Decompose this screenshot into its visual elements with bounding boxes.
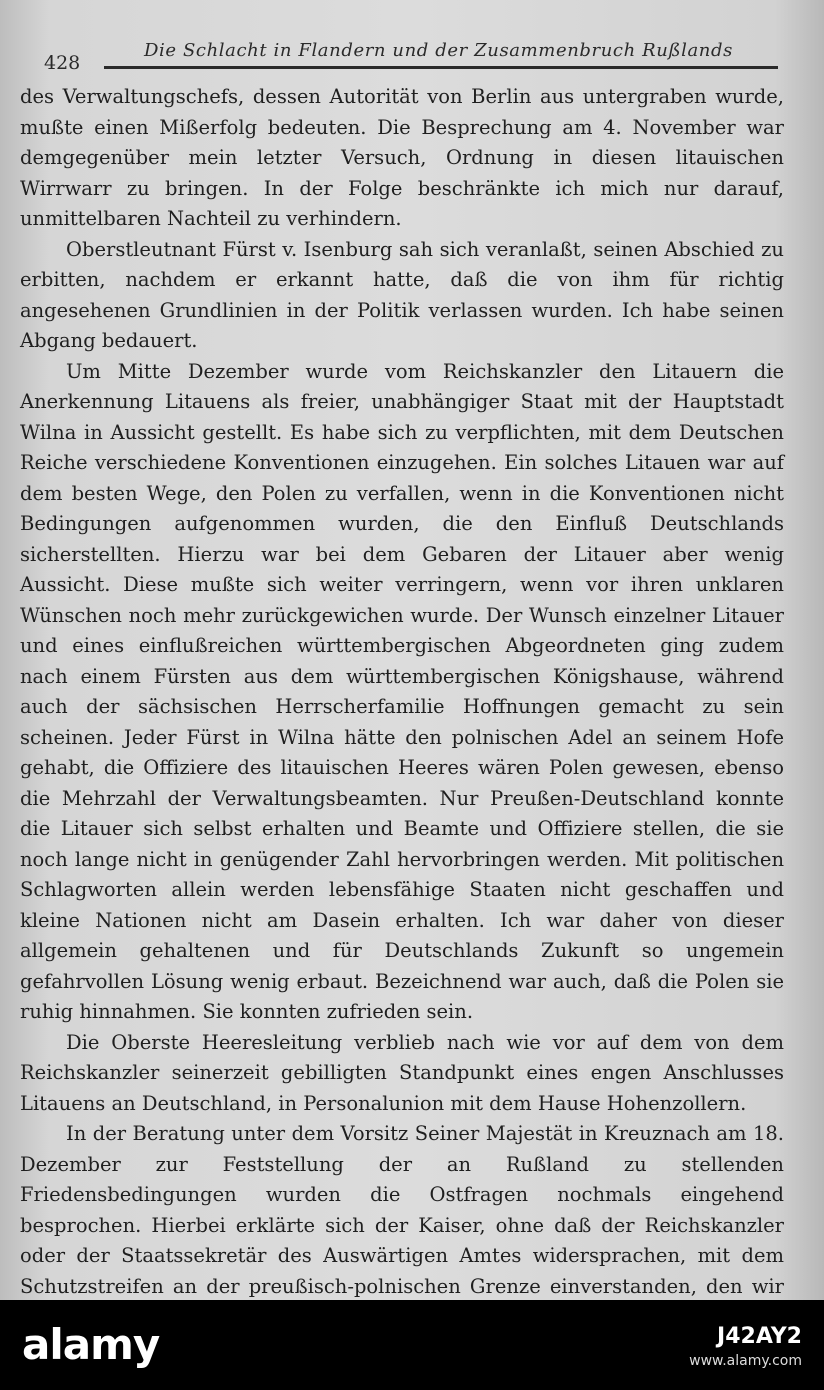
paragraph: Die Oberste Heeresleitung verblieb nach wie vor auf dem von dem Reichskanzler seinerzeit gebilligten Standpunkt eines engen Anschlusses Litauens an Deutschland, in Personalunion mit dem Hause Hohenzollern. <box>20 1030 784 1115</box>
image-id: J42AY2 <box>717 1324 802 1349</box>
page-number: 428 <box>44 52 81 74</box>
page-header <box>44 34 778 74</box>
alamy-logo: alamy <box>22 1320 160 1369</box>
body-text <box>20 82 784 1298</box>
header-rule <box>104 66 778 69</box>
watermark-info <box>689 1324 802 1369</box>
running-title: Die Schlacht in Flandern und der Zusammenbruch Rußlands <box>144 40 733 61</box>
watermark-url: www.alamy.com <box>689 1353 802 1369</box>
paragraph: In der Beratung unter dem Vorsitz Seiner Majestät in Kreuznach am 18. Dezember zur Feststellung der an Rußland zu stellenden Friedensbedingungen wurden die Ostfragen nochmals eingehend besprochen. Hierbei erklärte sich der Kaiser, ohne daß der Reichskanzler oder der Staatssekretär des Auswärtigen Amtes widersprachen, mit dem Schutzstreifen an der preußisch-polnischen Grenze einverstanden, den wir <box>20 1122 784 1298</box>
stock-watermark-bar <box>0 1300 824 1390</box>
paragraph: Um Mitte Dezember wurde vom Reichskanzler den Litauern die Anerkennung Litauens als freier, unabhängiger Staat mit der Hauptstadt Wilna in Aussicht gestellt. Es habe sich zu verpflichten, mit dem Deutschen Reiche verschiedene Konventionen einzugehen. Ein solches Litauen war auf dem besten Wege, den Polen zu verfallen, wenn in die Konventionen nicht Bedingungen aufgenommen wurden, die den Einfluß Deutschlands sicherstellten. Hierzu war bei dem Gebaren der Litauer aber wenig Aussicht. Diese mußte sich weiter verringern, wenn vor ihren unklaren Wünschen noch mehr zurückgewichen wurde. Der Wunsch einzelner Litauer und eines einflußreichen württembergischen Abgeordneten ging zudem nach einem Fürsten aus dem württembergischen Königshause, während auch der sächsischen Herrscherfamilie Hoffnungen gemacht zu sein scheinen. Jeder Fürst in Wilna hätte den polnischen Adel an seinem Hofe gehabt, die Offiziere des litauischen Heeres wären Polen gewesen, ebenso die Mehrzahl der Verwaltungsbeamten. Nur Preußen-Deutschland konnte die Litauer sich selbst erhalten und Beamte und Offiziere stellen, die sie noch lange nicht in genügender Zahl hervorbringen werden. Mit politischen Schlagworten allein werden lebensfähige Staaten nicht geschaffen und kleine Nationen nicht am Dasein erhalten. Ich war daher von dieser allgemein gehaltenen und für Deutschlands Zukunft so ungemein gefahrvollen Lösung wenig erbaut. Bezeichnend war auch, daß die Polen sie ruhig hinnahmen. Sie konnten zufrieden sein. <box>20 359 784 1023</box>
paragraph: des Verwaltungschefs, dessen Autorität von Berlin aus untergraben wurde, mußte einen Mißerfolg bedeuten. Die Besprechung am 4. November war demgegenüber mein letzter Versuch, Ordnung in diesen litauischen Wirrwarr zu bringen. In der Folge beschränkte ich mich nur darauf, unmittelbaren Nachteil zu verhindern. <box>20 85 784 230</box>
paragraph: Oberstleutnant Fürst v. Isenburg sah sich veranlaßt, seinen Abschied zu erbitten, nachdem er erkannt hatte, daß die von ihm für richtig angesehenen Grundlinien in der Politik verlassen wurden. Ich habe seinen Abgang bedauert. <box>20 237 784 352</box>
